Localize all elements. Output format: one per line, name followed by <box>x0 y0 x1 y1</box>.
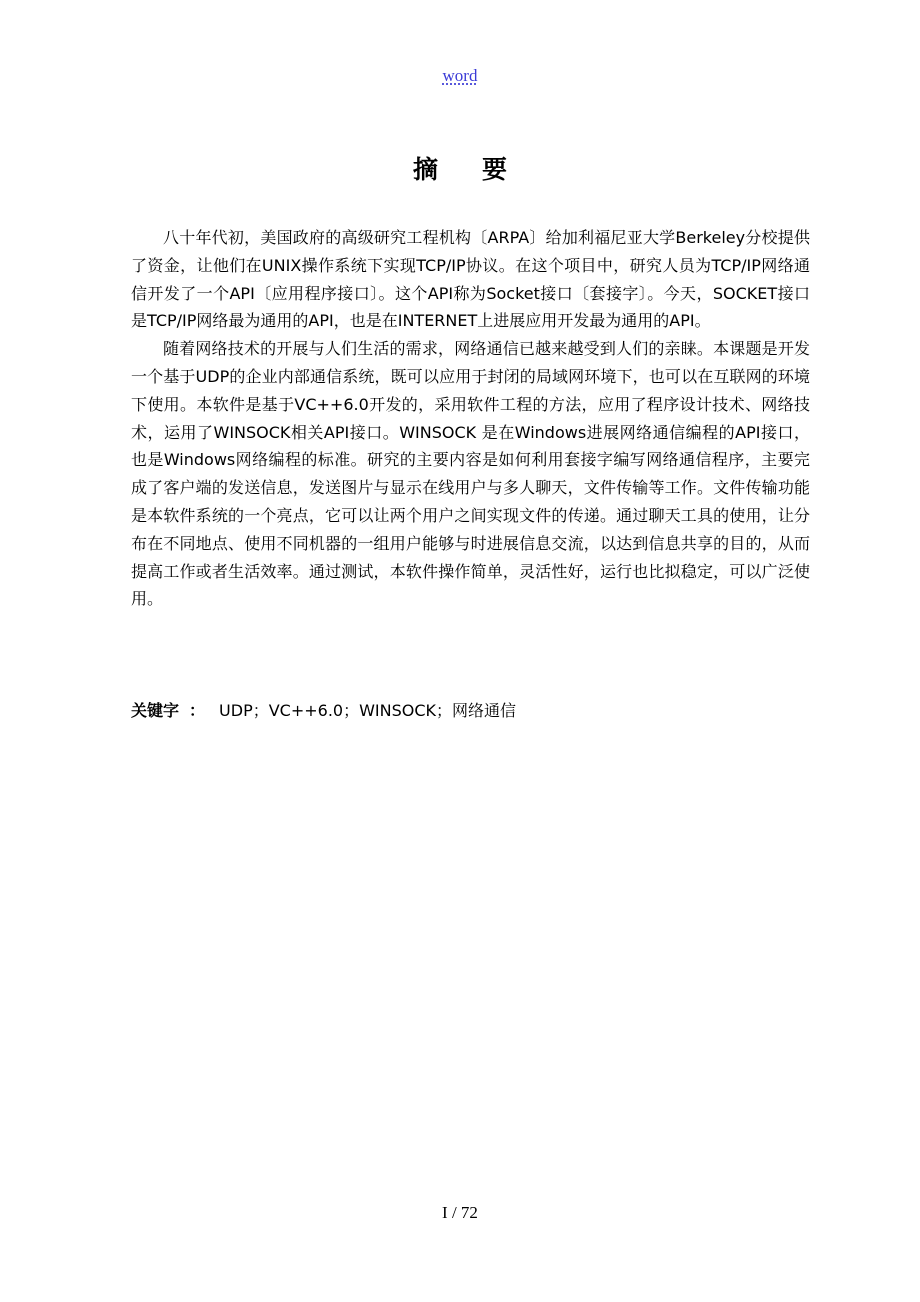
page-title: 摘要 <box>412 155 551 184</box>
keywords-line <box>131 697 810 724</box>
keywords-value: UDP；VC++6.0；WINSOCK；网络通信 <box>219 701 517 720</box>
page-number: I / 72 <box>442 1203 478 1222</box>
keywords-label: 关键字 <box>131 701 180 720</box>
keywords-separator: ： <box>189 701 206 720</box>
header-word-link[interactable]: word <box>442 66 478 85</box>
abstract-paragraph-2: 随着网络技术的开展与人们生活的需求，网络通信已越来越受到人们的亲睐。本课题是开发一个基于UDP的企业内部通信系统，既可以应用于封闭的局域网环境下，也可以在互联网的环境下使用。本软件是基于VC++6.0开发的，采用软件工程的方法，应用了程序设计技术、网络技术，运用了WINSOCK相关API接口。WINSOCK 是在Windows进展网络通信编程的API接口，也是Windows网络编程的标准。研究的主要内容是如何利用套接字编写网络通信程序，主要完成了客户端的发送信息，发送图片与显示在线用户与多人聊天，文件传输等工作。文件传输功能是本软件系统的一个亮点，它可以让两个用户之间实现文件的传递。通过聊天工具的使用，让分布在不同地点、使用不同机器的一组用户能够与时进展信息交流，以达到信息共享的目的，从而提高工作或者生活效率。通过测试，本软件操作简单，灵活性好，运行也比拟稳定，可以广泛使用。 <box>131 339 810 609</box>
abstract-body <box>131 224 810 613</box>
abstract-paragraph-1: 八十年代初，美国政府的高级研究工程机构〔ARPA〕给加利福尼亚大学Berkeley分校提供了资金，让他们在UNIX操作系统下实现TCP/IP协议。在这个项目中，研究人员为TCP/IP网络通信开发了一个API〔应用程序接口〕。这个API称为Socket接口〔套接字〕。今天，SOCKET接口是TCP/IP网络最为通用的API，也是在INTERNET上进展应用开发最为通用的API。 <box>131 228 810 331</box>
